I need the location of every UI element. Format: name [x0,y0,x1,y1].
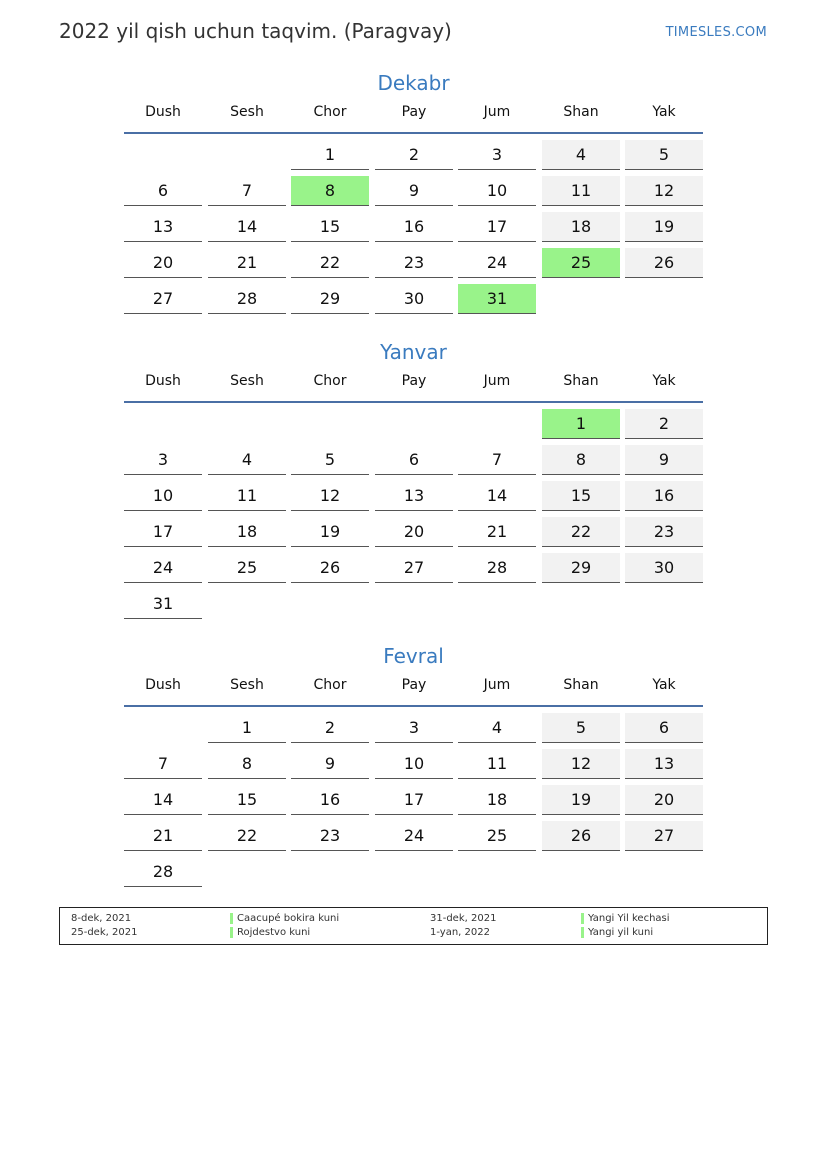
weekday-label: Sesh [230,373,264,389]
day-cell: 29 [291,284,369,314]
day-cell: 19 [291,517,369,547]
day-cell: 6 [124,176,202,206]
day-cell: 26 [291,553,369,583]
day-cell: 26 [542,821,620,851]
day-cell: 26 [625,248,703,278]
legend-holiday-name: Yangi Yil kechasi [581,913,670,924]
weekday-label: Yak [652,104,676,120]
holiday-day-cell: 8 [291,176,369,206]
day-cell: 22 [208,821,286,851]
legend-date: 25-dek, 2021 [71,927,138,938]
month-february [124,642,703,881]
weekday-label: Yak [652,373,676,389]
day-cell: 18 [458,785,536,815]
holiday-day-cell: 1 [542,409,620,439]
day-cell: 18 [208,517,286,547]
day-cell: 21 [124,821,202,851]
day-cell: 11 [458,749,536,779]
day-cell: 10 [375,749,453,779]
day-cell: 17 [458,212,536,242]
day-cell: 23 [375,248,453,278]
month-name: Fevral [383,644,444,668]
legend-holiday-name: Yangi yil kuni [581,927,653,938]
day-cell: 24 [124,553,202,583]
day-cell: 16 [291,785,369,815]
day-cell: 6 [375,445,453,475]
day-cell: 10 [458,176,536,206]
day-cell: 8 [208,749,286,779]
weekday-label: Shan [563,104,599,120]
day-cell: 8 [542,445,620,475]
weekday-header [124,677,703,707]
legend-date: 8-dek, 2021 [71,913,132,924]
day-cell: 27 [124,284,202,314]
weekday-label: Jum [483,373,511,389]
day-cell: 20 [625,785,703,815]
day-cell: 15 [208,785,286,815]
day-cell: 1 [291,140,369,170]
weekday-header [124,104,703,134]
day-cell: 21 [458,517,536,547]
weekday-label: Shan [563,677,599,693]
day-cell: 14 [124,785,202,815]
day-cell: 6 [625,713,703,743]
weekday-label: Dush [145,104,181,120]
day-cell: 2 [625,409,703,439]
weekday-label: Pay [401,677,427,693]
holiday-day-cell: 25 [542,248,620,278]
day-cell: 15 [291,212,369,242]
day-cell: 21 [208,248,286,278]
day-cell: 19 [625,212,703,242]
day-cell: 28 [124,857,202,887]
day-cell: 5 [291,445,369,475]
day-cell: 18 [542,212,620,242]
day-cell: 23 [625,517,703,547]
day-cell: 9 [291,749,369,779]
day-cell: 28 [458,553,536,583]
weekday-label: Chor [313,373,347,389]
day-cell: 16 [625,481,703,511]
weekday-label: Sesh [230,104,264,120]
holiday-day-cell: 31 [458,284,536,314]
day-cell: 7 [124,749,202,779]
day-cell: 9 [375,176,453,206]
day-cell: 30 [625,553,703,583]
day-cell: 12 [542,749,620,779]
weekday-header [124,373,703,403]
month-name: Yanvar [380,340,447,364]
day-cell: 12 [625,176,703,206]
day-cell: 14 [458,481,536,511]
day-cell: 5 [625,140,703,170]
weekday-label: Chor [313,677,347,693]
month-january [124,338,703,613]
month-name: Dekabr [377,71,450,95]
legend-date: 31-dek, 2021 [430,913,497,924]
day-cell: 2 [375,140,453,170]
day-cell: 13 [124,212,202,242]
day-cell: 1 [208,713,286,743]
site-link[interactable]: TIMESLES.COM [665,25,767,40]
day-cell: 11 [208,481,286,511]
weekday-label: Dush [145,677,181,693]
day-cell: 31 [124,589,202,619]
weekday-label: Jum [483,104,511,120]
day-cell: 29 [542,553,620,583]
weekday-label: Pay [401,373,427,389]
month-december [124,69,703,308]
weekday-label: Shan [563,373,599,389]
day-cell: 7 [458,445,536,475]
weekday-label: Jum [483,677,511,693]
day-cell: 24 [375,821,453,851]
day-cell: 25 [208,553,286,583]
day-cell: 3 [375,713,453,743]
legend-date: 1-yan, 2022 [430,927,490,938]
day-cell: 20 [375,517,453,547]
day-cell: 15 [542,481,620,511]
day-cell: 17 [375,785,453,815]
day-cell: 23 [291,821,369,851]
day-cell: 20 [124,248,202,278]
day-cell: 2 [291,713,369,743]
day-cell: 3 [458,140,536,170]
weekday-label: Chor [313,104,347,120]
day-cell: 4 [208,445,286,475]
weekday-label: Pay [401,104,427,120]
day-cell: 10 [124,481,202,511]
page-title: 2022 yil qish uchun taqvim. (Paragvay) [59,19,452,43]
day-cell: 27 [625,821,703,851]
day-cell: 9 [625,445,703,475]
day-cell: 4 [458,713,536,743]
day-cell: 12 [291,481,369,511]
holiday-legend [59,907,768,945]
day-cell: 7 [208,176,286,206]
day-cell: 27 [375,553,453,583]
day-cell: 5 [542,713,620,743]
day-cell: 11 [542,176,620,206]
day-cell: 30 [375,284,453,314]
day-cell: 25 [458,821,536,851]
day-cell: 16 [375,212,453,242]
day-cell: 14 [208,212,286,242]
weekday-label: Dush [145,373,181,389]
day-cell: 22 [291,248,369,278]
legend-holiday-name: Caacupé bokira kuni [230,913,339,924]
day-cell: 4 [542,140,620,170]
day-cell: 24 [458,248,536,278]
weekday-label: Yak [652,677,676,693]
day-cell: 13 [375,481,453,511]
day-cell: 13 [625,749,703,779]
day-cell: 28 [208,284,286,314]
day-cell: 17 [124,517,202,547]
legend-holiday-name: Rojdestvo kuni [230,927,310,938]
day-cell: 22 [542,517,620,547]
day-cell: 19 [542,785,620,815]
day-cell: 3 [124,445,202,475]
weekday-label: Sesh [230,677,264,693]
